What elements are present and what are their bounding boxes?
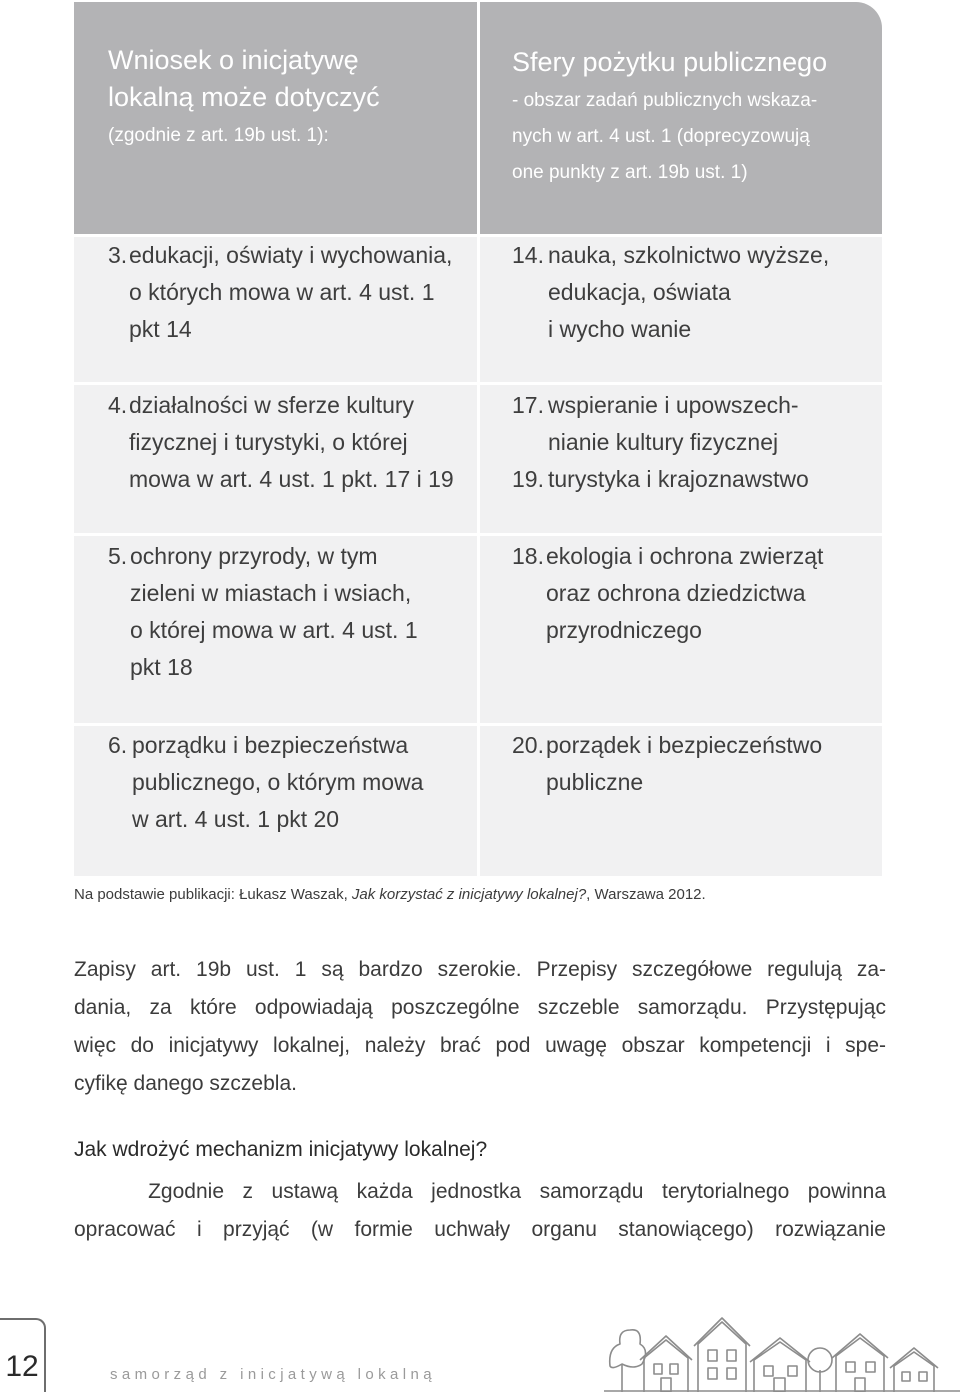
running-title: samorząd z inicjatywą lokalną xyxy=(110,1366,437,1383)
item-number: 5. xyxy=(108,543,128,569)
item-text: edukacji, oświaty i wychowania, o których mowa w art. 4 ust. 1 pkt 14 xyxy=(129,242,453,342)
page-number: 12 xyxy=(5,1350,39,1383)
header-left-subtitle: (zgodnie z art. 19b ust. 1): xyxy=(108,125,329,146)
table-cell-right xyxy=(480,385,882,533)
table-header xyxy=(74,2,882,234)
header-left-cell xyxy=(108,42,468,154)
houses-illustration-icon xyxy=(604,1300,960,1392)
table-cell-left xyxy=(74,536,477,723)
header-right-cell xyxy=(512,44,880,191)
item-number: 18. xyxy=(512,543,544,569)
section-heading: Jak wdrożyć mechanizm inicjatywy lokalnej? xyxy=(74,1138,488,1161)
item-text: ekologia i ochrona zwierząt oraz ochrona dziedzictwa przyrodniczego xyxy=(546,543,824,643)
table-cell-right xyxy=(480,536,882,723)
table-cell-right xyxy=(480,726,882,876)
table-cell-left xyxy=(74,726,477,876)
table-cell-left xyxy=(74,385,477,533)
item-number: 6. xyxy=(108,732,128,758)
item-number: 17. xyxy=(512,392,544,418)
item-text: ochrony przyrody, w tym zieleni w miastach i wsiach, o której mowa w art. 4 ust. 1 pkt 18 xyxy=(130,543,418,680)
header-right-title: Sfery pożytku publicznego xyxy=(512,47,828,77)
header-left-title: Wniosek o inicjatywę lokalną może dotyczyć xyxy=(108,45,380,112)
item-number: 3. xyxy=(108,242,128,268)
table-row xyxy=(74,237,882,382)
item-number: 19. xyxy=(512,466,544,492)
item-text: turystyka i krajoznawstwo xyxy=(548,466,809,492)
table-row xyxy=(74,385,882,533)
item-text: wspieranie i upowszech- nianie kultury fizycznej xyxy=(548,392,799,455)
table-cell-left xyxy=(74,237,477,382)
header-right-subtitle: - obszar zadań publicznych wskaza- nych w art. 4 ust. 1 (doprecyzowują one punkty z art. 19b ust. 1) xyxy=(512,90,818,183)
item-number: 20. xyxy=(512,732,544,758)
item-number: 14. xyxy=(512,242,544,268)
header-divider xyxy=(477,2,480,234)
item-text: nauka, szkolnictwo wyższe, edukacja, oświata i wycho wanie xyxy=(548,242,830,342)
body-paragraph: Zapisy art. 19b ust. 1 są bardzo szerokie. Przepisy szczegółowe regulują za- dania, za które odpowiadają poszczególne szczeble samorządu. Przystępując więc do inicjatywy lokalnej, należy brać pod uwagę obszar kompetencji i spe- cyfikę danego szczebla. xyxy=(74,958,886,1095)
item-text: porządku i bezpieczeństwa publicznego, o którym mowa w art. 4 ust. 1 pkt 20 xyxy=(132,732,424,832)
table-row xyxy=(74,726,882,876)
table-cell-right xyxy=(480,237,882,382)
item-text: działalności w sferze kultury fizycznej i turystyki, o której mowa w art. 4 ust. 1 pkt. 17 i 19 xyxy=(129,392,454,492)
body-paragraph: Zgodnie z ustawą każda jednostka samorządu terytorialnego powinna opracować i przyjąć (w formie uchwały organu stanowiącego) rozwiązanie xyxy=(74,1180,886,1241)
item-text: porządek i bezpieczeństwo publiczne xyxy=(546,732,823,795)
source-citation: Na podstawie publikacji: Łukasz Waszak, Jak korzystać z inicjatywy lokalnej?, Warszawa 2012. xyxy=(74,886,706,903)
item-number: 4. xyxy=(108,392,128,418)
table-row xyxy=(74,536,882,723)
